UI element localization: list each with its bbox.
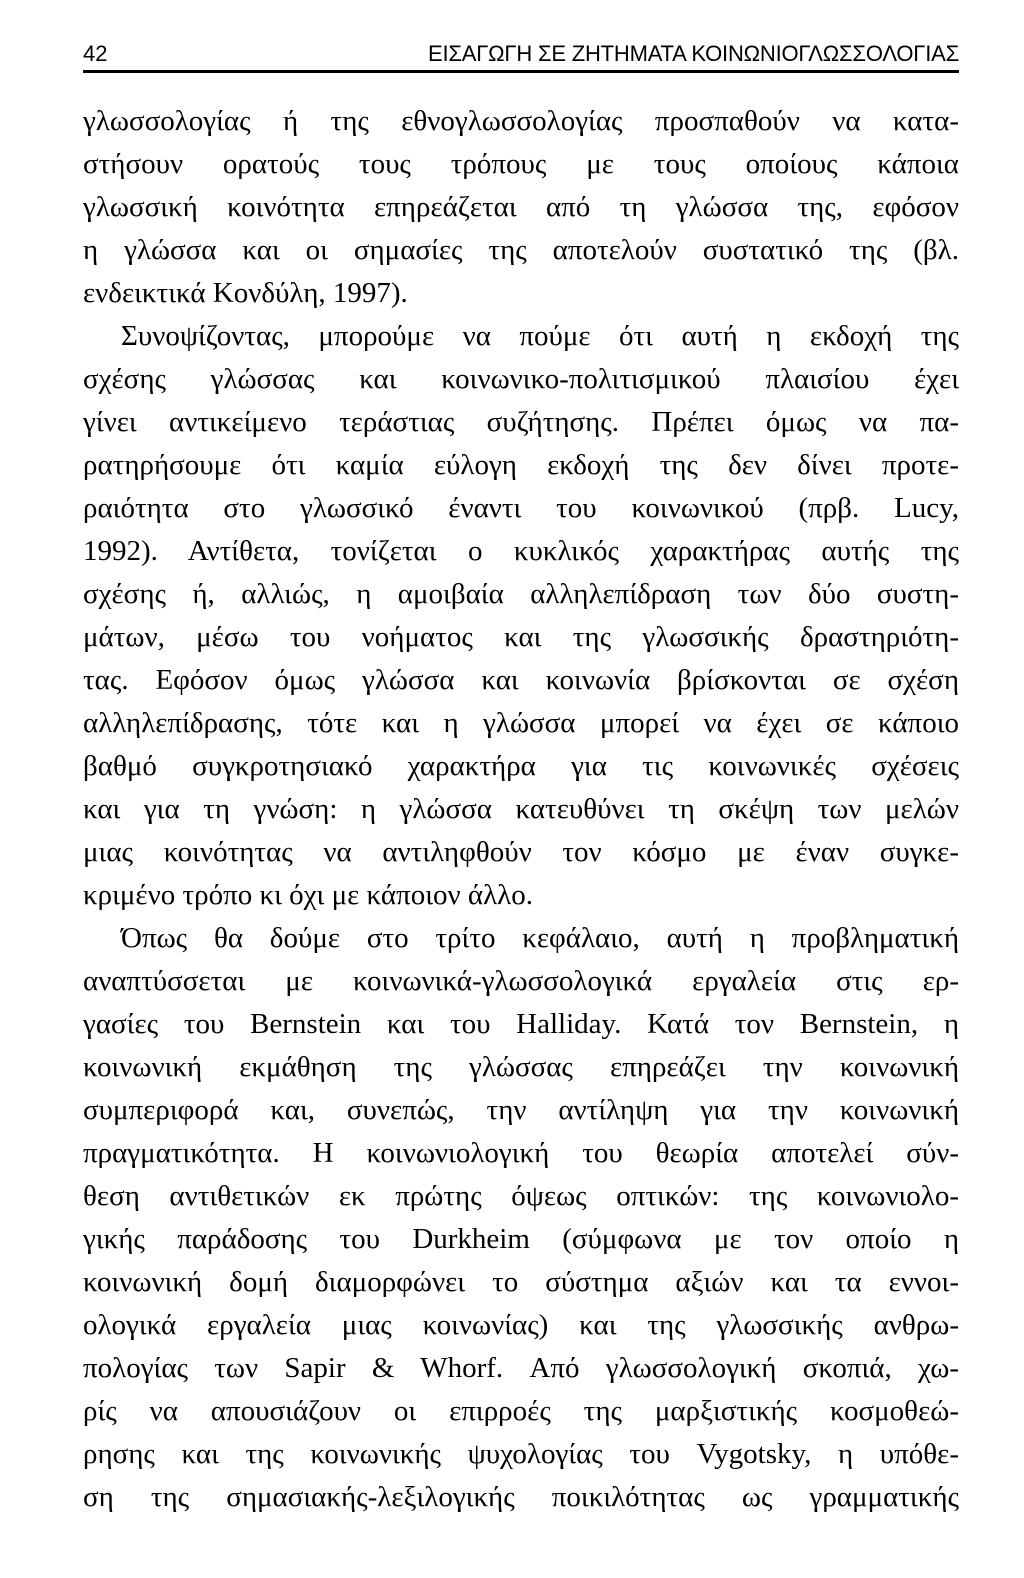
text-line: ση της σημασιακής-λεξιλογικής ποικιλότητας ως γραμματικής	[83, 1481, 959, 1513]
page-number: 42	[83, 41, 108, 66]
text-line: βαθμό συγκροτησιακό χαρακτήρα για τις κοινωνικές σχέσεις	[83, 750, 959, 782]
text-line: θεση αντιθετικών εκ πρώτης όψεως οπτικών: της κοινωνιολο-	[83, 1180, 959, 1212]
body-text	[83, 100, 959, 1519]
text-line: συμπεριφορά και, συνεπώς, την αντίληψη για την κοινωνική	[83, 1094, 959, 1126]
text-line: ραιότητα στο γλωσσικό έναντι του κοινωνικού (πρβ. Lucy,	[83, 492, 959, 524]
text-line: μάτων, μέσω του νοήματος και της γλωσσικής δραστηριότη-	[83, 621, 959, 653]
text-line: η γλώσσα και οι σημασίες της αποτελούν συστατικό της (βλ.	[83, 234, 959, 266]
text-line: πραγματικότητα. Η κοινωνιολογική του θεωρία αποτελεί σύν-	[83, 1137, 959, 1169]
text-line: γικής παράδοσης του Durkheim (σύμφωνα με τον οποίο η	[83, 1223, 959, 1255]
text-line: ενδεικτικά Κονδύλη, 1997).	[83, 277, 408, 309]
text-line: κριμένο τρόπο κι όχι με κάποιον άλλο.	[83, 879, 533, 911]
running-title: ΕΙΣΑΓΩΓΗ ΣΕ ΖΗΤΗΜΑΤΑ ΚΟΙΝΩΝΙΟΓΛΩΣΣΟΛΟΓΙΑΣ	[428, 41, 959, 66]
text-line: αναπτύσσεται με κοινωνικά-γλωσσολογικά εργαλεία στις ερ-	[83, 965, 959, 997]
text-line: γασίες του Bernstein και του Halliday. Κατά τον Bernstein, η	[83, 1008, 959, 1040]
text-line: ρησης και της κοινωνικής ψυχολογίας του Vygotsky, η υπόθε-	[83, 1438, 959, 1470]
text-line: ρατηρήσουμε ότι καμία εύλογη εκδοχή της δεν δίνει προτε-	[83, 449, 959, 481]
text-line: Συνοψίζοντας, μπορούμε να πούμε ότι αυτή η εκδοχή της	[121, 320, 959, 352]
text-line: 1992). Αντίθετα, τονίζεται ο κυκλικός χαρακτήρας αυτής της	[83, 535, 959, 567]
text-line: μιας κοινότητας να αντιληφθούν τον κόσμο με έναν συγκε-	[83, 836, 959, 868]
text-line: κοινωνική δομή διαμορφώνει το σύστημα αξιών και τα εννοι-	[83, 1266, 959, 1298]
text-line: και για τη γνώση: η γλώσσα κατευθύνει τη σκέψη των μελών	[83, 793, 959, 825]
text-line: αλληλεπίδρασης, τότε και η γλώσσα μπορεί να έχει σε κάποιο	[83, 707, 959, 739]
text-line: πολογίας των Sapir & Whorf. Από γλωσσολογική σκοπιά, χω-	[83, 1352, 959, 1384]
text-line: στήσουν ορατούς τους τρόπους με τους οποίους κάποια	[83, 148, 959, 180]
text-line: κοινωνική εκμάθηση της γλώσσας επηρεάζει την κοινωνική	[83, 1051, 959, 1083]
text-line: ρίς να απουσιάζουν οι επιρροές της μαρξιστικής κοσμοθεώ-	[83, 1395, 959, 1427]
text-line: σχέσης γλώσσας και κοινωνικο-πολιτισμικού πλαισίου έχει	[83, 363, 959, 395]
text-line: γλωσσολογίας ή της εθνογλωσσολογίας προσπαθούν να κατα-	[83, 105, 959, 137]
text-line: τας. Εφόσον όμως γλώσσα και κοινωνία βρίσκονται σε σχέση	[83, 664, 959, 696]
running-head	[83, 40, 959, 73]
text-line: Όπως θα δούμε στο τρίτο κεφάλαιο, αυτή η προβληματική	[121, 922, 959, 954]
text-line: σχέσης ή, αλλιώς, η αμοιβαία αλληλεπίδραση των δύο συστη-	[83, 578, 959, 610]
text-line: γίνει αντικείμενο τεράστιας συζήτησης. Πρέπει όμως να πα-	[83, 406, 959, 438]
text-line: γλωσσική κοινότητα επηρεάζεται από τη γλώσσα της, εφόσον	[83, 191, 959, 223]
text-line: ολογικά εργαλεία μιας κοινωνίας) και της γλωσσικής ανθρω-	[83, 1309, 959, 1341]
